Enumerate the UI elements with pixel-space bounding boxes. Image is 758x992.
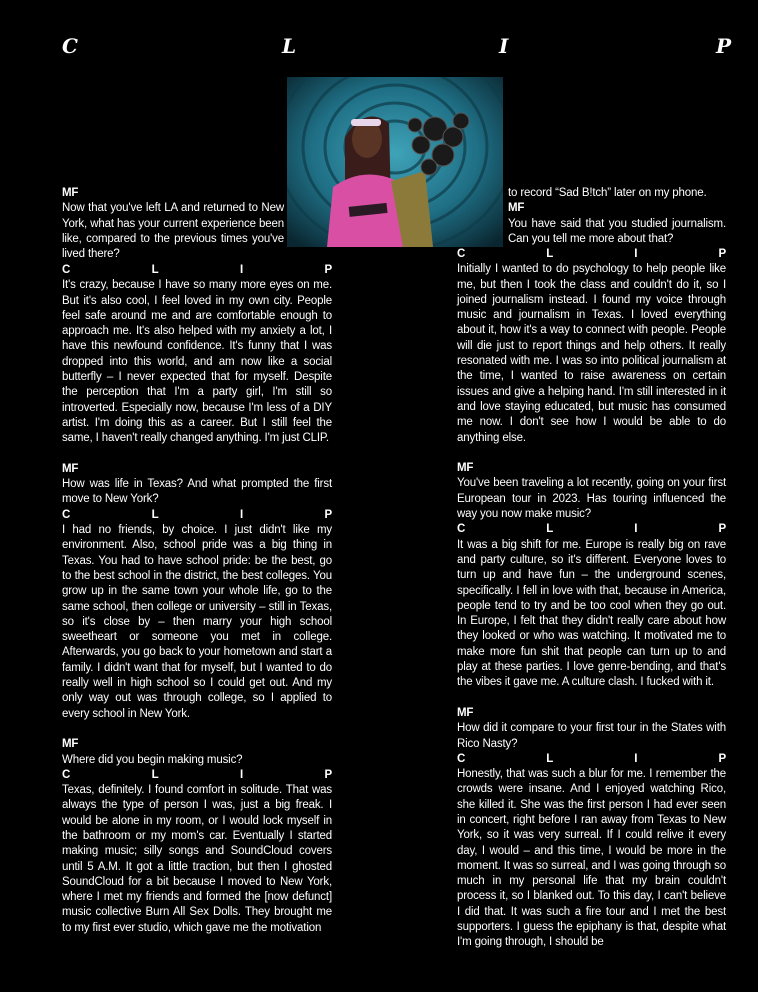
interviewer-label: MF (457, 706, 474, 719)
question-text: Now that you've left LA and returned to New York, what has your current experience been like, compared to the previous times you've lived there? (62, 202, 284, 261)
interviewer-label: MF (62, 738, 79, 751)
interviewer-label: MF (508, 202, 525, 215)
answer-text: Texas, definitely. I found comfort in solitude. That was always the type of person I was, just a big freak. I would be alone in my room, or I would lock myself in the bathroom or my mom's car. Eventually I started making music; silly songs and SoundCloud covers until 5 A.M. It got a little traction, but then I ghosted SoundCloud for a bit because I moved to New York, where I met my friends and formed the [now defunct] music collective Burn All Sex Dolls. They brought me to my first ever studio, which gave me the motivation (62, 784, 332, 934)
artist-label: C L I P (457, 523, 726, 536)
question-text: You have said that you studied journalism. Can you tell me more about that? (508, 217, 726, 245)
left-column-top (62, 186, 284, 262)
answer-text: to record “Sad B!tch” later on my phone. (508, 187, 707, 199)
artist-label: C L I P (62, 768, 332, 781)
interviewer-label: MF (62, 187, 79, 199)
left-column (62, 263, 332, 936)
question-text: How did it compare to your first tour in the States with Rico Nasty? (457, 722, 726, 750)
artist-label: C L I P (457, 752, 726, 765)
right-column (457, 247, 726, 951)
header-letter-p: P (716, 34, 732, 58)
answer-text: It was a big shift for me. Europe is really big on rave and party culture, so it's different. Everyone loves to turn up and have fun – the underground scenes, specifically. I fell in love with that, because in America, people tend to try and be too cool when they go out. In Europe, I felt that they didn't really care about how they looked or who was watching. It motivated me to make more fun shit that people can turn up to and play at these parties. I love genre-bending, and that's the vibes it gave me. A culture clash. I fucked with it. (457, 538, 726, 689)
question-text: You've been traveling a lot recently, going on your first European tour in 2023. Has touring influenced the way you now make music? (457, 477, 726, 521)
artist-label: C L I P (457, 248, 726, 260)
right-column-top (508, 186, 726, 247)
artist-label: C L I P (62, 508, 332, 521)
answer-text: I had no friends, by choice. I just didn't like my environment. Also, school pride was a big thing in Texas. You had to have school pride: be the best, go to the best school in the district, the best colleges. You grow up in the same town your whole life, go to the same school, then college or university – still in Texas, so it's close by – then marry your high school sweetheart or someone you met in college. Afterwards, you go back to your hometown and start a family. I didn't want that for myself, but I wanted to do really well in high school so I could get out. And my only way out was through college, so I applied to every school in New York. (62, 524, 332, 720)
artist-photo (287, 77, 503, 247)
interviewer-label: MF (457, 462, 474, 475)
answer-text: Initially I wanted to do psychology to help people like me, but then I took the class and couldn't do it, so I joined journalism instead. I found my voice through music and journalism in Texas. I loved everything about it, how it's a way to connect with people. People will die just to report things and help others. It really resonated with me. I was so into political journalism at the time, I wanted to raise awareness on certain issues and give a helping hand. I'm still interested in it and love staying educated, but music has consumed me now. I don't see how I would be able to do anything else. (457, 263, 726, 444)
header-letter-c: C (62, 34, 78, 58)
interviewer-label: MF (62, 462, 79, 475)
answer-text: It's crazy, because I have so many more eyes on me. But it's also cool, I feel loved in my own city. People feel safe around me and are comfortable enough to approach me. It's also helped with my anxiety a lot, I have this newfound confidence. It's funny that I was dropped into this world, and am now like a social butterfly – I never expected that for myself. Despite the perception that I'm a party girl, I'm still so introverted. Especially now, because I'm less of a DIY artist. I'm doing this as a career. But I still feel the same, I haven't really changed anything. I'm just CLIP. (62, 279, 332, 445)
header-letter-i: I (499, 34, 509, 58)
artist-label: C L I P (62, 264, 332, 276)
question-text: Where did you begin making music? (62, 753, 243, 766)
question-text: How was life in Texas? And what prompted the first move to New York? (62, 478, 332, 506)
answer-text: Honestly, that was such a blur for me. I remember the crowds were insane. And I enjoyed watching Rico, she killed it. She was the first person I had ever seen in concert, right before I ran away from Texas to New York, so it was very surreal. If I could relive it every day, I would – and this time, I would be more in the moment. It was so surreal, and I was going through so much in my personal life that my brain couldn't process it, so I blanked out. To this day, I can't believe I did that. It was such a fire tour and I met the best supporters. I guess the epiphany is that, despite what I'm going through, I should be (457, 768, 726, 949)
header-letter-l: L (282, 34, 297, 58)
